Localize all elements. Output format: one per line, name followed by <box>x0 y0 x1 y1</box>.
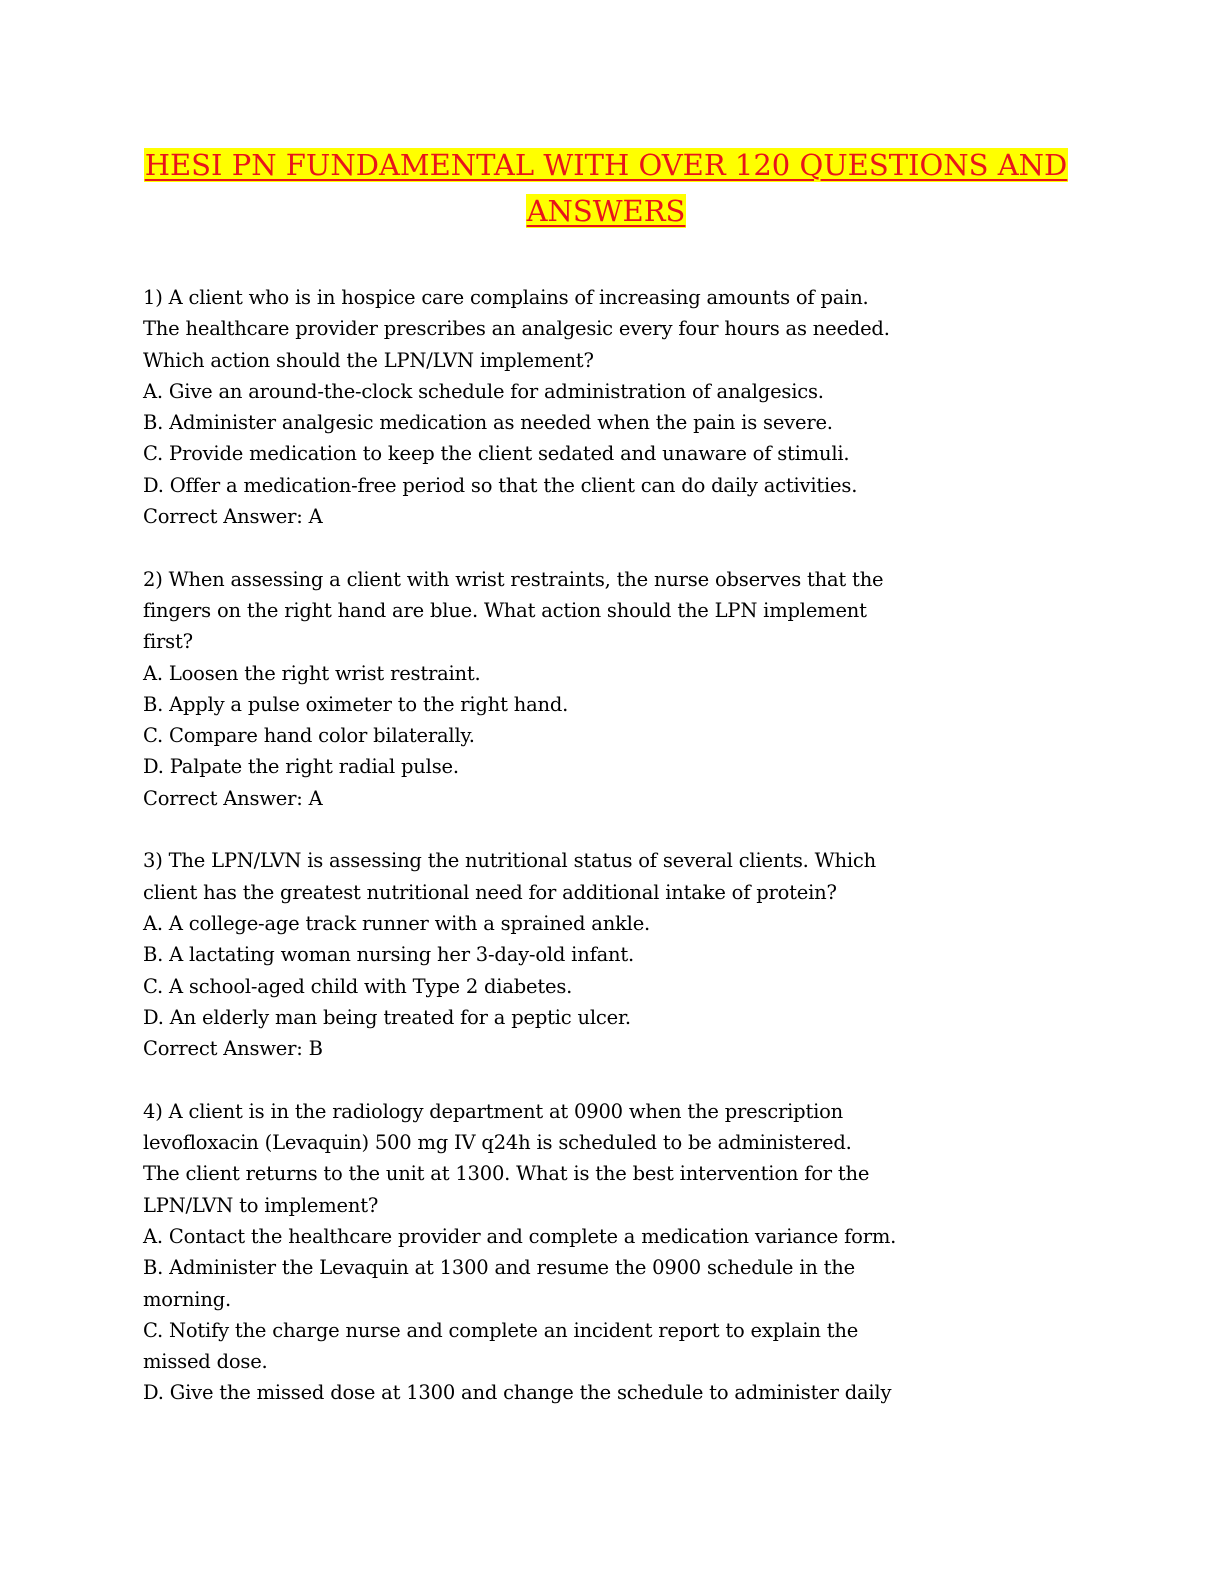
question-stem-line: fingers on the right hand are blue. What action should the LPN implement <box>143 598 867 622</box>
answer-option-d: D. Palpate the right radial pulse. <box>143 755 459 779</box>
answer-option-c: C. Provide medication to keep the client sedated and unaware of stimuli. <box>143 442 850 466</box>
answer-option-b: B. A lactating woman nursing her 3-day-old infant. <box>143 943 635 967</box>
answer-option-a: A. A college-age track runner with a sprained ankle. <box>143 911 651 935</box>
correct-answer: Correct Answer: A <box>143 505 323 529</box>
question-stem-line: 1) A client who is in hospice care complains of increasing amounts of pain. <box>143 286 869 309</box>
title-line-1: HESI PN FUNDAMENTAL WITH OVER 120 QUESTIONS AND <box>144 148 1068 182</box>
answer-option-c: C. Compare hand color bilaterally. <box>143 724 475 748</box>
answer-option-a: A. Loosen the right wrist restraint. <box>143 661 481 685</box>
answer-option-b: B. Administer the Levaquin at 1300 and resume the 0900 schedule in the <box>143 1256 855 1280</box>
answer-option-b: B. Administer analgesic medication as needed when the pain is severe. <box>143 411 833 435</box>
answer-option-c-continued: missed dose. <box>143 1350 268 1374</box>
answer-option-b-continued: morning. <box>143 1287 231 1311</box>
answer-option-d: D. Give the missed dose at 1300 and change the schedule to administer daily <box>143 1381 892 1405</box>
question-stem-line: The healthcare provider prescribes an analgesic every four hours as needed. <box>143 317 890 341</box>
question-stem-line: The client returns to the unit at 1300. What is the best intervention for the <box>143 1162 870 1186</box>
question-2 <box>143 564 943 814</box>
answer-option-b: B. Apply a pulse oximeter to the right hand. <box>143 692 569 716</box>
answer-option-d: D. An elderly man being treated for a peptic ulcer. <box>143 1005 631 1029</box>
question-stem-line: Which action should the LPN/LVN implement? <box>143 348 594 372</box>
questions-list <box>143 282 943 1440</box>
correct-answer: Correct Answer: B <box>143 1037 323 1061</box>
question-stem-line: LPN/LVN to implement? <box>143 1193 379 1217</box>
answer-option-a: A. Contact the healthcare provider and complete a medication variance form. <box>143 1224 897 1248</box>
question-stem-line: 3) The LPN/LVN is assessing the nutritional status of several clients. Which <box>143 849 876 873</box>
title-line-2: ANSWERS <box>526 194 686 228</box>
question-stem-line: 2) When assessing a client with wrist restraints, the nurse observes that the <box>143 567 884 591</box>
question-4 <box>143 1096 943 1409</box>
question-stem-line: client has the greatest nutritional need for additional intake of protein? <box>143 880 837 904</box>
question-1 <box>143 282 943 532</box>
answer-option-c: C. A school-aged child with Type 2 diabetes. <box>143 974 573 998</box>
answer-option-d: D. Offer a medication-free period so that the client can do daily activities. <box>143 473 858 497</box>
question-3 <box>143 845 943 1064</box>
answer-option-a: A. Give an around-the-clock schedule for administration of analgesics. <box>143 379 824 403</box>
correct-answer: Correct Answer: A <box>143 786 323 810</box>
question-stem-line: 4) A client is in the radiology department at 0900 when the prescription <box>143 1099 844 1123</box>
answer-option-c: C. Notify the charge nurse and complete an incident report to explain the <box>143 1318 859 1342</box>
document-title <box>100 142 1112 234</box>
question-stem-line: first? <box>143 630 193 654</box>
question-stem-line: levofloxacin (Levaquin) 500 mg IV q24h is scheduled to be administered. <box>143 1131 852 1155</box>
